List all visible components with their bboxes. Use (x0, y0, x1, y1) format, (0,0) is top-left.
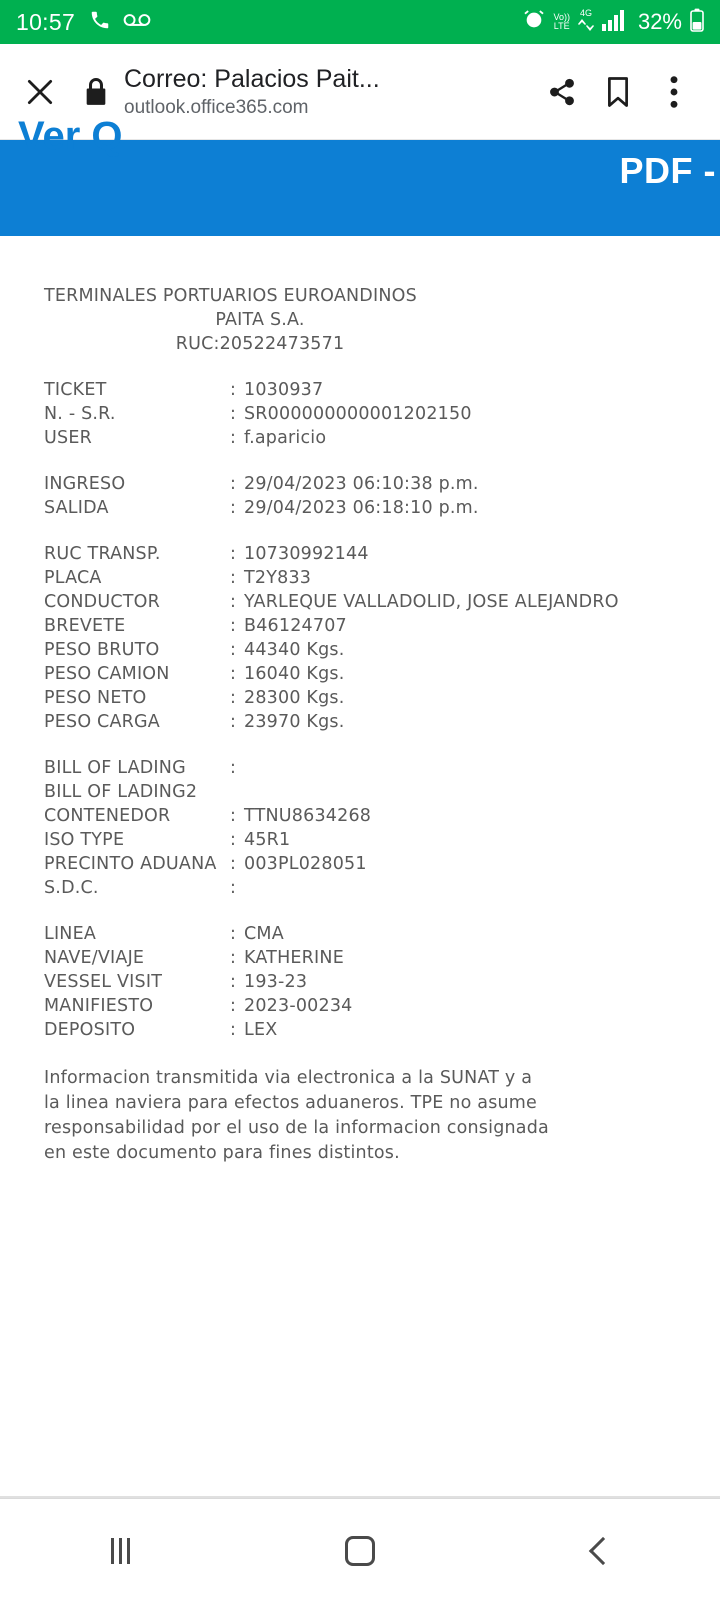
banner-pdf-label: PDF - (620, 150, 717, 192)
field-separator: : (230, 566, 244, 590)
field-value: T2Y833 (244, 566, 676, 590)
field-separator: : (230, 590, 244, 614)
field-separator: : (230, 638, 244, 662)
field-key: SALIDA (44, 496, 230, 520)
field-key: BILL OF LADING (44, 756, 230, 780)
field-key: RUC TRANSP. (44, 542, 230, 566)
field-group (44, 756, 676, 900)
field-key: PESO BRUTO (44, 638, 230, 662)
field-value: 28300 Kgs. (244, 686, 676, 710)
field-separator: : (230, 994, 244, 1018)
field-value: 193-23 (244, 970, 676, 994)
battery-icon (690, 8, 704, 37)
alarm-icon (523, 9, 545, 36)
more-vertical-icon[interactable] (646, 64, 702, 120)
field-key: CONTENEDOR (44, 804, 230, 828)
field-separator: : (230, 378, 244, 402)
field-value: 2023-00234 (244, 994, 676, 1018)
field-value: 45R1 (244, 828, 676, 852)
status-left-icons (89, 9, 151, 36)
field-row (44, 970, 676, 994)
field-value: f.aparicio (244, 426, 676, 450)
field-value: 29/04/2023 06:18:10 p.m. (244, 496, 676, 520)
field-key: MANIFIESTO (44, 994, 230, 1018)
field-value: KATHERINE (244, 946, 676, 970)
field-separator: : (230, 710, 244, 734)
field-key: VESSEL VISIT (44, 970, 230, 994)
field-separator (230, 780, 244, 804)
field-value: LEX (244, 1018, 676, 1042)
field-value (244, 756, 676, 780)
field-separator: : (230, 922, 244, 946)
field-separator: : (230, 946, 244, 970)
field-row (44, 614, 676, 638)
field-value: B46124707 (244, 614, 676, 638)
close-icon[interactable] (18, 70, 62, 114)
field-value: 003PL028051 (244, 852, 676, 876)
field-separator: : (230, 828, 244, 852)
legal-note-line: la linea naviera para efectos aduaneros. TPE no asume (44, 1091, 676, 1116)
field-separator: : (230, 472, 244, 496)
phone-icon (89, 9, 111, 36)
field-row (44, 402, 676, 426)
field-key: USER (44, 426, 230, 450)
battery-percent-label: 32% (638, 9, 682, 35)
field-row (44, 378, 676, 402)
field-separator: : (230, 662, 244, 686)
field-row (44, 994, 676, 1018)
field-key: BREVETE (44, 614, 230, 638)
field-row (44, 496, 676, 520)
status-clock: 10:57 (16, 9, 75, 36)
field-group (44, 378, 676, 450)
field-row (44, 876, 676, 900)
field-value: 16040 Kgs. (244, 662, 676, 686)
field-row (44, 590, 676, 614)
bookmark-icon[interactable] (590, 64, 646, 120)
field-key: LINEA (44, 922, 230, 946)
field-key: ISO TYPE (44, 828, 230, 852)
status-right-icons (523, 8, 704, 37)
page-title-block[interactable] (124, 64, 534, 120)
field-separator: : (230, 876, 244, 900)
field-value: YARLEQUE VALLADOLID, JOSE ALEJANDRO (244, 590, 676, 614)
voicemail-icon (123, 11, 151, 34)
field-separator: : (230, 542, 244, 566)
back-icon[interactable] (540, 1499, 660, 1602)
field-key: PESO CARGA (44, 710, 230, 734)
field-row (44, 804, 676, 828)
share-icon[interactable] (534, 64, 590, 120)
legal-note-line: Informacion transmitida via electronica a la SUNAT y a (44, 1066, 676, 1091)
field-row (44, 1018, 676, 1042)
field-group (44, 922, 676, 1042)
4g-data-icon: 4G (578, 9, 594, 36)
field-row (44, 852, 676, 876)
field-key: PESO NETO (44, 686, 230, 710)
field-row (44, 686, 676, 710)
legal-note-line: en este documento para fines distintos. (44, 1141, 676, 1166)
field-key: PLACA (44, 566, 230, 590)
field-separator: : (230, 756, 244, 780)
field-row (44, 566, 676, 590)
volte-icon: Vo)) LTE (553, 13, 570, 31)
field-key: NAVE/VIAJE (44, 946, 230, 970)
field-value: SR000000000001202150 (244, 402, 676, 426)
web-page-content (0, 140, 720, 1496)
field-row (44, 780, 676, 804)
company-ruc: RUC:20522473571 (44, 332, 676, 356)
signal-icon (602, 9, 628, 36)
field-group (44, 542, 676, 734)
field-key: TICKET (44, 378, 230, 402)
field-row (44, 542, 676, 566)
field-key: PRECINTO ADUANA (44, 852, 230, 876)
field-group (44, 472, 676, 520)
field-key: INGRESO (44, 472, 230, 496)
legal-note-line: responsabilidad por el uso de la informacion consignada (44, 1116, 676, 1141)
field-separator: : (230, 1018, 244, 1042)
pdf-banner (0, 140, 720, 236)
field-separator: : (230, 970, 244, 994)
field-row (44, 756, 676, 780)
field-value: 44340 Kgs. (244, 638, 676, 662)
field-separator: : (230, 402, 244, 426)
field-row (44, 828, 676, 852)
field-separator: : (230, 614, 244, 638)
field-separator: : (230, 686, 244, 710)
page-url: outlook.office365.com (124, 96, 534, 120)
ticket-document (0, 236, 720, 1166)
document-header (44, 284, 676, 356)
field-row (44, 638, 676, 662)
field-row (44, 710, 676, 734)
field-separator: : (230, 804, 244, 828)
field-value: 1030937 (244, 378, 676, 402)
field-row (44, 922, 676, 946)
banner-ghost-text: Ver Q (18, 114, 123, 159)
field-separator: : (230, 496, 244, 520)
field-separator: : (230, 852, 244, 876)
field-value: CMA (244, 922, 676, 946)
field-key: CONDUCTOR (44, 590, 230, 614)
field-value (244, 876, 676, 900)
field-separator: : (230, 426, 244, 450)
field-key: BILL OF LADING2 (44, 780, 230, 804)
company-line-2: PAITA S.A. (44, 308, 676, 332)
lock-icon (84, 78, 108, 106)
field-value: 29/04/2023 06:10:38 p.m. (244, 472, 676, 496)
field-row (44, 946, 676, 970)
field-key: N. - S.R. (44, 402, 230, 426)
recents-icon[interactable] (60, 1499, 180, 1602)
field-value (244, 780, 676, 804)
field-key: S.D.C. (44, 876, 230, 900)
field-key: PESO CAMION (44, 662, 230, 686)
field-row (44, 662, 676, 686)
field-value: 10730992144 (244, 542, 676, 566)
data-arrows-icon (578, 18, 594, 36)
field-key: DEPOSITO (44, 1018, 230, 1042)
field-value: 23970 Kgs. (244, 710, 676, 734)
field-row (44, 426, 676, 450)
field-row (44, 472, 676, 496)
page-title: Correo: Palacios Pait... (124, 64, 534, 94)
legal-note (44, 1066, 676, 1166)
field-value: TTNU8634268 (244, 804, 676, 828)
home-icon[interactable] (300, 1499, 420, 1602)
system-navigation-bar (0, 1498, 720, 1602)
company-line-1: TERMINALES PORTUARIOS EUROANDINOS (44, 284, 676, 308)
status-bar (0, 0, 720, 44)
